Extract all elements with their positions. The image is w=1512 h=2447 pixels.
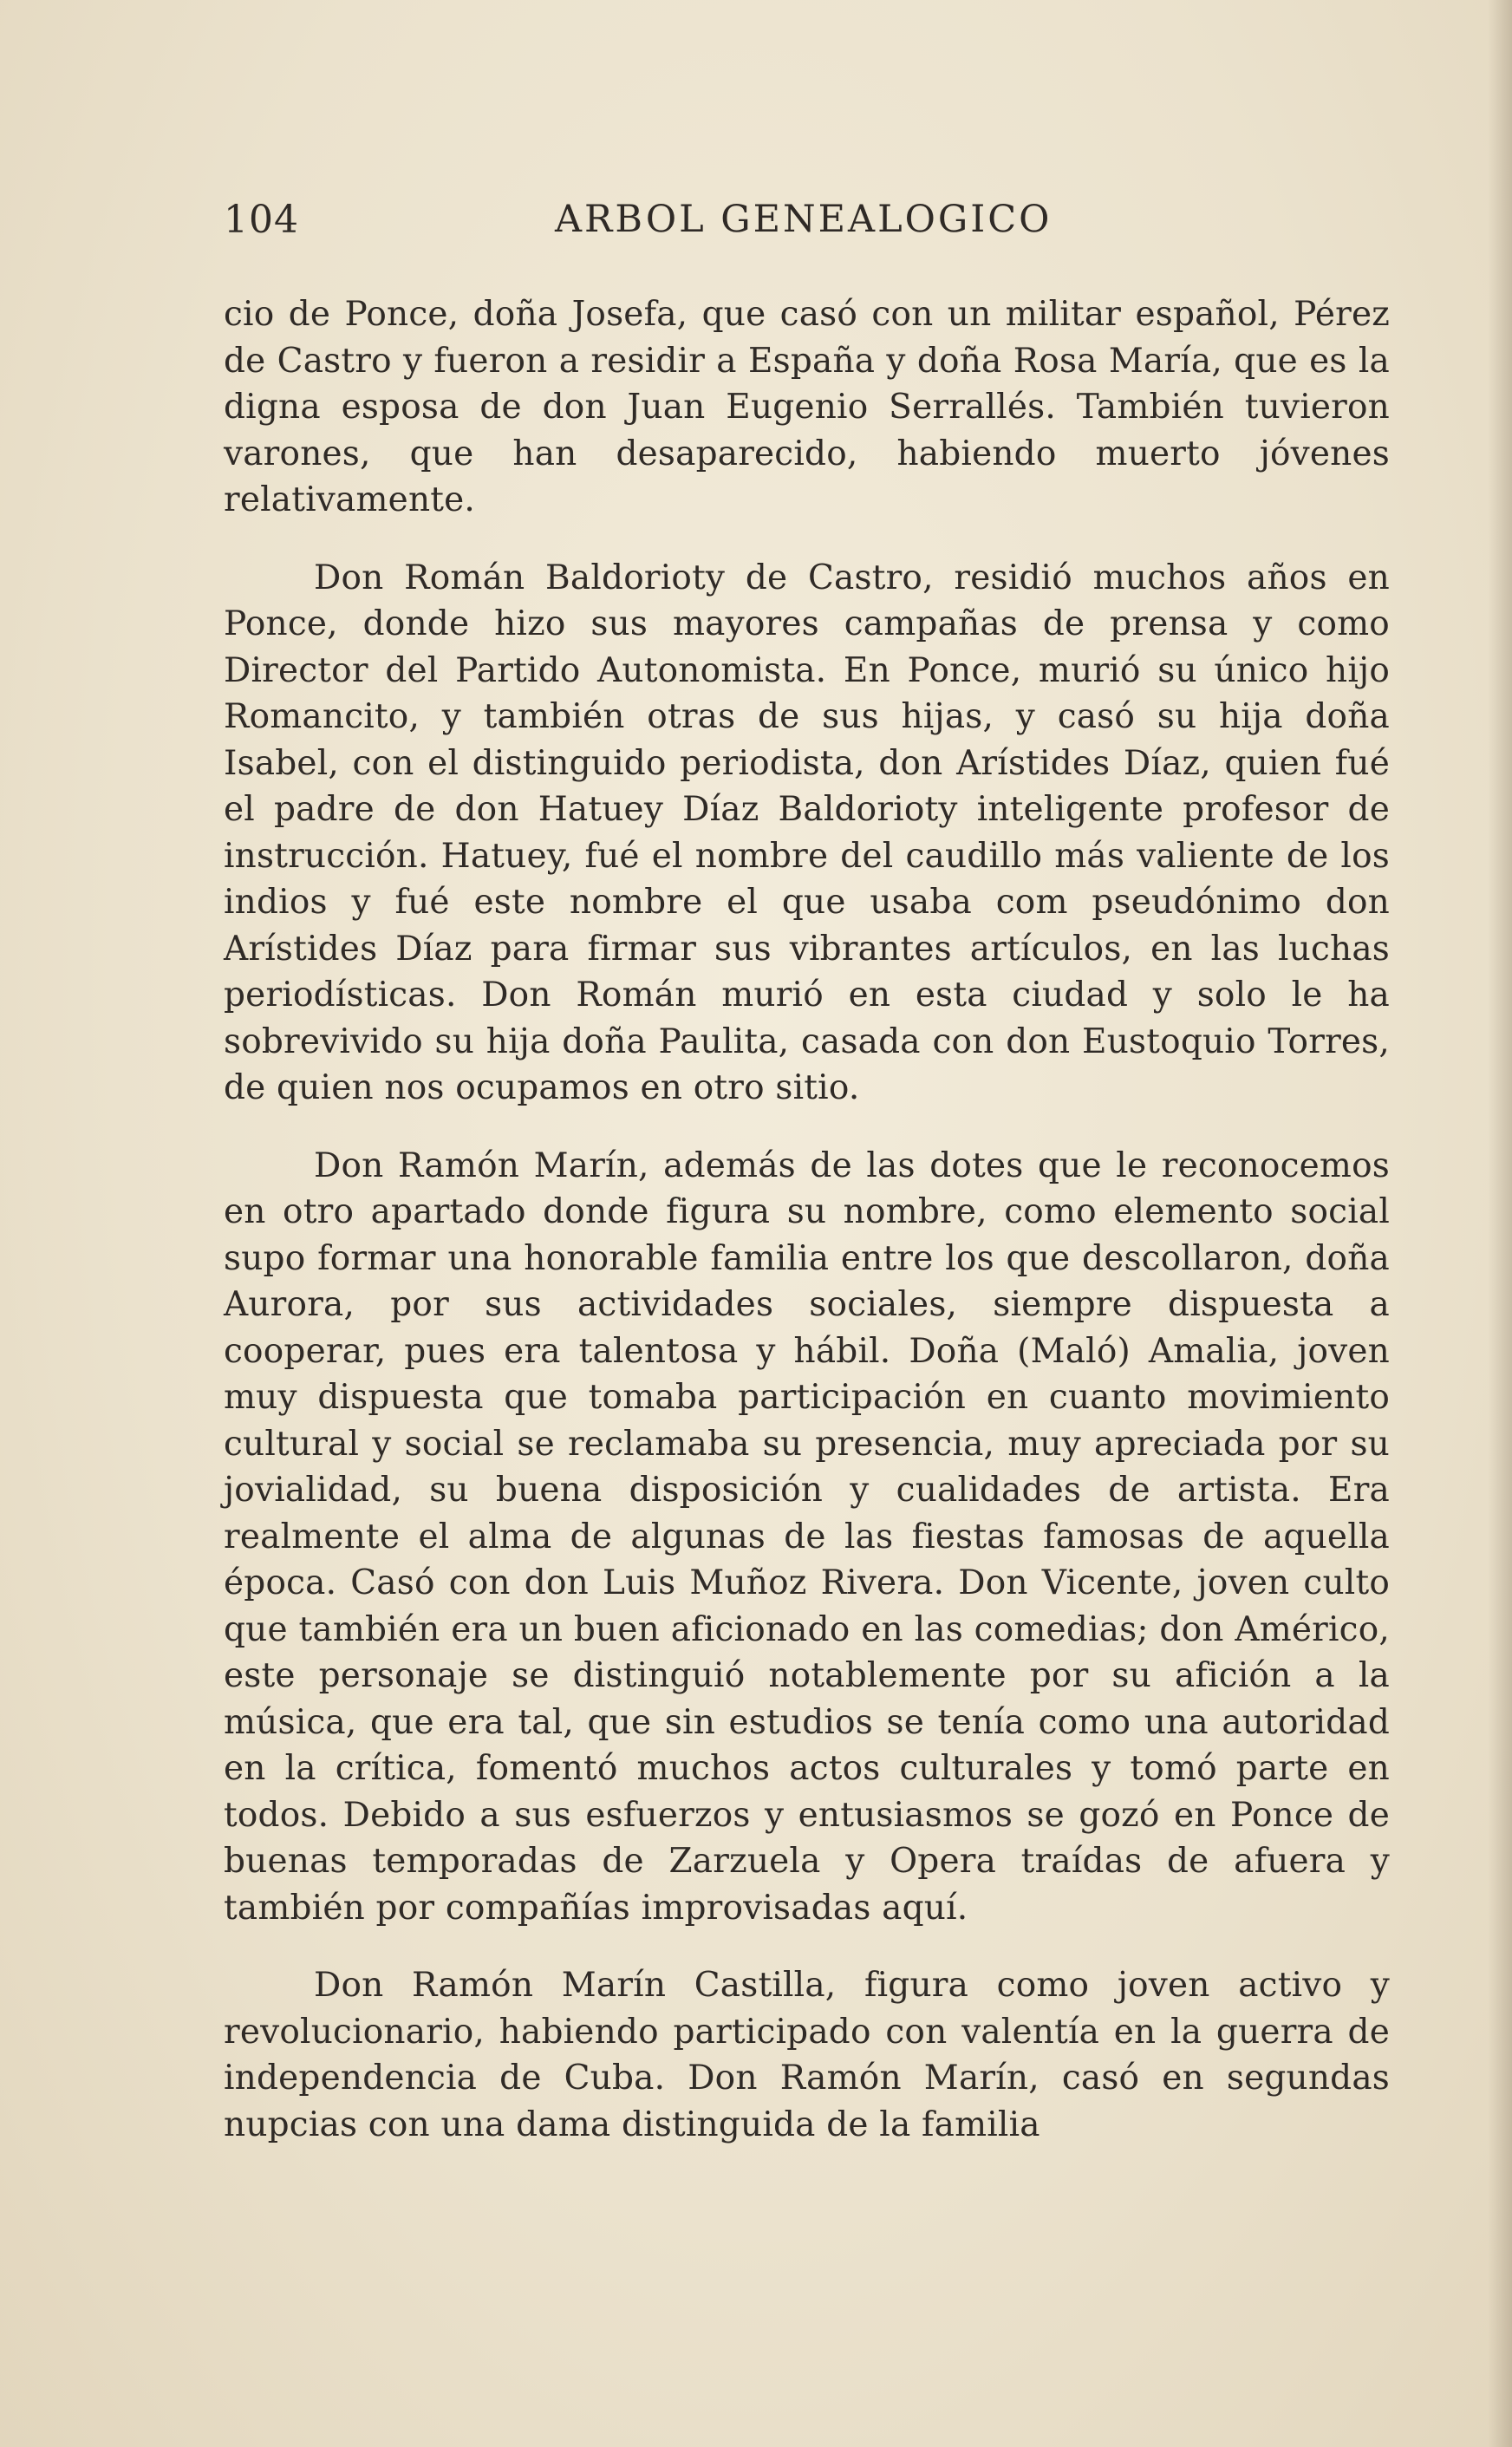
paragraph-baldorioty: Don Román Baldorioty de Castro, residió muchos años en Ponce, donde hizo sus mayores campañas de prensa y como Director del Partido Autonomista. En Ponce, murió su único hijo Romancito, y también otras de sus hijas, y casó su hija doña Isabel, con el distinguido periodista, don Arístides Díaz, quien fué el padre de don Hatuey Díaz Baldorioty inteligente profesor de instrucción. Hatuey, fué el nombre del caudillo más valiente de los indios y fué este nombre el que usaba com pseudónimo don Arístides Díaz para firmar sus vibrantes artículos, en las luchas periodísticas. Don Román murió en esta ciudad y solo le ha sobrevivido su hija doña Paulita, casada con don Eustoquio Torres, de quien nos ocupamos en otro sitio. — [224, 558, 1390, 1107]
body-text — [224, 291, 1390, 2179]
page-number: 104 — [224, 198, 299, 242]
page-header — [224, 198, 1385, 250]
running-title: ARBOL GENEALOGICO — [555, 198, 1053, 241]
paragraph-ramon-marin: Don Ramón Marín, además de las dotes que le reconocemos en otro apartado donde figura su nombre, como elemento social supo formar una honorable familia entre los que descollaron, doña Aurora, por sus actividades sociales, siempre dispuesta a cooperar, pues era talentosa y hábil. Doña (Maló) Amalia, joven muy dispuesta que tomaba participación en cuanto movimiento cultural y social se reclamaba su presencia, muy apreciada por su jovialidad, su buena disposición y cualidades de artista. Era realmente el alma de algunas de las fiestas famosas de aquella época. Casó con don Luis Muñoz Rivera. Don Vicente, joven culto que también era un buen aficionado en las comedias; don Américo, este personaje se distinguió notablemente por su afición a la música, que era tal, que sin estudios se tenía como una autoridad en la crítica, fomentó muchos actos culturales y tomó parte en todos. Debido a sus esfuerzos y entusiasmos se gozó en Ponce de buenas temporadas de Zarzuela y Opera traídas de afuera y también por compañías improvisadas aquí. — [224, 1145, 1390, 1928]
page-edge-shadow — [1488, 0, 1512, 2447]
paragraph-continuation: cio de Ponce, doña Josefa, que casó con un militar español, Pérez de Castro y fueron a residir a España y doña Rosa María, que es la digna esposa de don Juan Eugenio Serrallés. También tuvieron varones, que han desaparecido, habiendo muerto jóvenes relativamente. — [224, 295, 1390, 519]
paragraph-ramon-marin-castilla: Don Ramón Marín Castilla, figura como joven activo y revolucionario, habiendo participado con valentía en la guerra de independencia de Cuba. Don Ramón Marín, casó en segundas nupcias con una dama distinguida de la familia — [224, 1966, 1390, 2144]
